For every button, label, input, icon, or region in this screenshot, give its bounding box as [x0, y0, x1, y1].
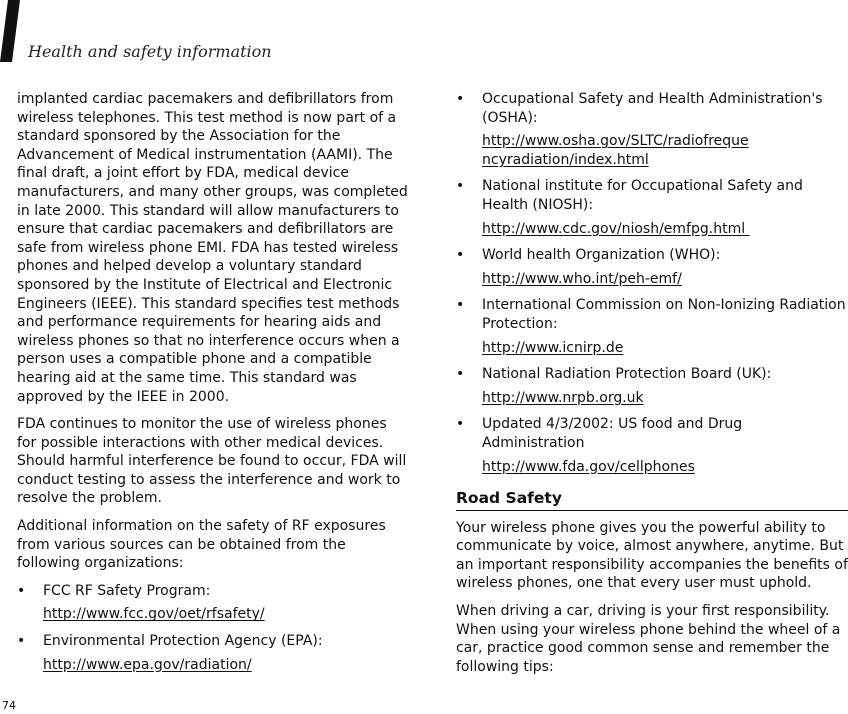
- paragraph: implanted cardiac pacemakers and defibrillators from wireless telephones. This test method is now part of a standard sponsored by the Association for the Advancement of Medical instrumentation (AAMI). The final draft, a joint effort by FDA, medical device manufacturers, and many other groups, was completed in late 2000. This standard will allow manufacturers to ensure that cardiac pacemakers and defibrillators are safe from wireless phone EMI. FDA has tested wireless phones and helped develop a voluntary standard sponsored by the Institute of Electrical and Electronic Engineers (IEEE). This standard specifies test methods and performance requirements for hearing aids and wireless phones so that no interference occurs when a person uses a compatible phone and a compatible hearing aid at the same time. This standard was approved by the IEEE in 2000.: [17, 91, 408, 405]
- list-item: [456, 177, 848, 238]
- organization-name: National Radiation Protection Board (UK):: [482, 366, 772, 383]
- bullet-icon: •: [456, 297, 465, 314]
- list-item: [17, 582, 409, 624]
- bullet-icon: •: [456, 416, 465, 433]
- list-item: [456, 90, 848, 169]
- organization-name: Occupational Safety and Health Administration's (OSHA):: [482, 91, 823, 126]
- organization-link[interactable]: http://www.nrpb.org.uk: [482, 389, 644, 406]
- organization-link[interactable]: http://www.icnirp.de: [482, 339, 624, 356]
- bullet-icon: •: [456, 366, 465, 383]
- organization-link[interactable]: http://www.osha.gov/SLTC/radiofrequencyradiation/index.html: [482, 133, 749, 168]
- organization-link[interactable]: http://www.fda.gov/cellphones: [482, 458, 695, 475]
- page-header-title: Health and safety information: [28, 42, 272, 61]
- list-item: [456, 246, 848, 288]
- list-item: [456, 415, 848, 476]
- section-heading-road-safety: Road Safety: [456, 489, 848, 511]
- organization-list: [456, 90, 848, 476]
- right-column: [456, 90, 848, 685]
- organization-link[interactable]: http://www.epa.gov/radiation/: [43, 656, 252, 673]
- bullet-icon: •: [17, 582, 26, 599]
- paragraph: Additional information on the safety of RF exposures from various sources can be obtained from the following organizations:: [17, 518, 386, 572]
- paragraph: FDA continues to monitor the use of wireless phones for possible interactions with other medical devices. Should harmful interference be found to occur, FDA will conduct testing to assess the interference and work to resolve the problem.: [17, 416, 407, 507]
- bullet-icon: •: [17, 633, 26, 650]
- organization-name: Environmental Protection Agency (EPA):: [43, 633, 323, 650]
- organization-list: [17, 582, 409, 674]
- organization-name: International Commission on Non-Ionizing Radiation Protection:: [482, 297, 846, 332]
- paragraph: Your wireless phone gives you the powerful ability to communicate by voice, almost anywhere, anytime. But an important responsibility accompanies the benefits of wireless phones, one that every user must uphold.: [456, 519, 848, 592]
- organization-link[interactable]: http://www.cdc.gov/niosh/emfpg.html: [482, 220, 750, 237]
- left-column: [17, 90, 409, 682]
- header-accent-bar: [0, 0, 20, 62]
- bullet-icon: •: [456, 247, 465, 264]
- organization-link[interactable]: http://www.fcc.gov/oet/rfsafety/: [43, 606, 265, 623]
- organization-name: Updated 4/3/2002: US food and Drug Administration: [482, 416, 743, 451]
- organization-name: FCC RF Safety Program:: [43, 582, 211, 599]
- organization-name: World health Organization (WHO):: [482, 247, 721, 264]
- bullet-icon: •: [456, 91, 465, 107]
- list-item: [456, 365, 848, 407]
- organization-name: National institute for Occupational Safety and Health (NIOSH):: [482, 178, 803, 213]
- list-item: [456, 296, 848, 357]
- page-number: 74: [2, 699, 16, 712]
- paragraph: When driving a car, driving is your first responsibility. When using your wireless phone behind the wheel of a car, practice good common sense and remember the following tips:: [456, 603, 841, 675]
- organization-link[interactable]: http://www.who.int/peh-emf/: [482, 270, 682, 287]
- bullet-icon: •: [456, 178, 465, 195]
- list-item: [17, 632, 409, 674]
